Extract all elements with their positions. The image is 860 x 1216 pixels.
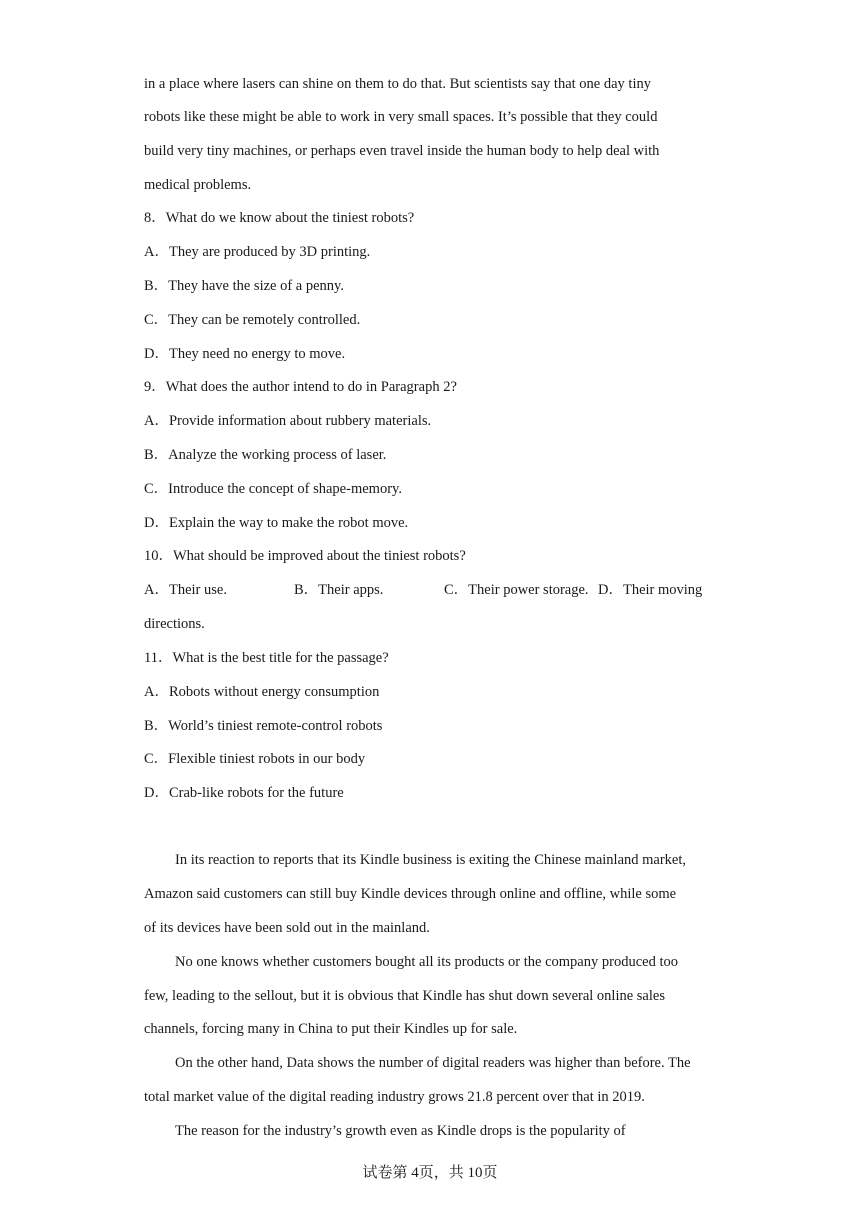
option-10d: D．Their moving (598, 582, 703, 598)
question-11: 11．What is the best title for the passage? (144, 650, 389, 666)
passage2-line: On the other hand, Data shows the number of digital readers was higher than before. The (175, 1055, 691, 1071)
passage2-line: few, leading to the sellout, but it is obvious that Kindle has shut down several online sales (144, 988, 665, 1004)
option-11a: A．Robots without energy consumption (144, 684, 380, 700)
option-10a: A．Their use. (144, 582, 227, 598)
question-9: 9．What does the author intend to do in Paragraph 2? (144, 379, 457, 395)
option-9b: B．Analyze the working process of laser. (144, 447, 387, 463)
passage-line: in a place where lasers can shine on them to do that. But scientists say that one day tiny (144, 76, 651, 92)
option-10c: C．Their power storage. (444, 582, 589, 598)
passage2-line: No one knows whether customers bought all its products or the company produced too (175, 954, 678, 970)
passage-line: medical problems. (144, 177, 252, 193)
question-8: 8．What do we know about the tiniest robots? (144, 210, 415, 226)
option-10d-wrap: directions. (144, 616, 205, 632)
option-11d: D．Crab-like robots for the future (144, 785, 344, 801)
passage2-line: channels, forcing many in China to put their Kindles up for sale. (144, 1021, 518, 1037)
option-8a: A．They are produced by 3D printing. (144, 244, 371, 260)
passage-line: robots like these might be able to work in very small spaces. It’s possible that they could (144, 109, 658, 125)
option-8c: C．They can be remotely controlled. (144, 312, 361, 328)
option-9a: A．Provide information about rubbery materials. (144, 413, 432, 429)
passage2-line: In its reaction to reports that its Kindle business is exiting the Chinese mainland market, (175, 852, 687, 868)
question-10: 10．What should be improved about the tiniest robots? (144, 548, 466, 564)
option-9c: C．Introduce the concept of shape-memory. (144, 481, 402, 497)
option-8d: D．They need no energy to move. (144, 346, 346, 362)
option-8b: B．They have the size of a penny. (144, 278, 344, 294)
option-10b: B．Their apps. (294, 582, 384, 598)
passage2-line: of its devices have been sold out in the mainland. (144, 920, 430, 936)
passage2-line: Amazon said customers can still buy Kindle devices through online and offline, while some (144, 886, 677, 902)
option-9d: D．Explain the way to make the robot move. (144, 515, 409, 531)
page-footer: 试卷第 4页，共 10页 (362, 1165, 498, 1181)
passage2-line: The reason for the industry’s growth even as Kindle drops is the popularity of (175, 1123, 626, 1139)
option-11b: B．World’s tiniest remote-control robots (144, 718, 383, 734)
passage2-line: total market value of the digital reading industry grows 21.8 percent over that in 2019. (144, 1089, 645, 1105)
passage-line: build very tiny machines, or perhaps even travel inside the human body to help deal with (144, 143, 660, 159)
option-11c: C．Flexible tiniest robots in our body (144, 751, 366, 767)
